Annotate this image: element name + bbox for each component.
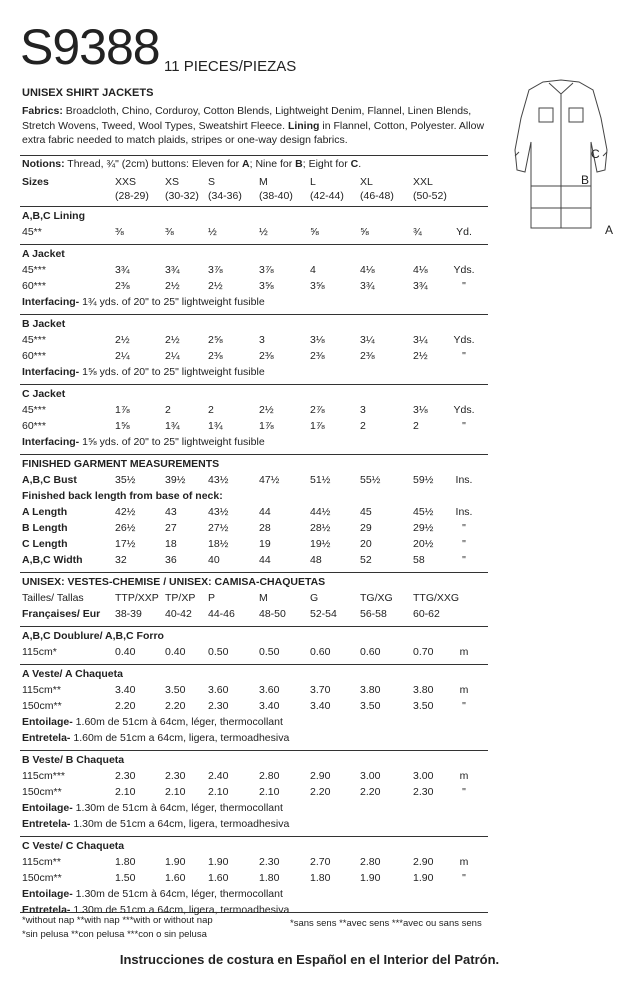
tailles-label: Tailles/ Tallas	[22, 592, 84, 604]
row-label: 150cm**	[22, 786, 62, 798]
cell-value: 4	[310, 264, 316, 276]
cell-value: ⅝	[310, 226, 319, 238]
row-label: 45***	[22, 404, 46, 416]
cell-value: 1.90	[413, 872, 434, 884]
lining-label: Lining	[287, 119, 320, 132]
cell-value: 17½	[115, 538, 136, 550]
interfacing-note-label: Interfacing-	[22, 296, 80, 308]
size-name: S	[208, 176, 216, 188]
cell-value: 4⅛	[360, 264, 375, 276]
unit-label: "	[462, 554, 466, 566]
divider	[20, 244, 488, 245]
cell-value: 3.00	[413, 770, 434, 782]
cell-value: 1.90	[208, 856, 229, 868]
cell-value: 43½	[208, 474, 229, 486]
cell-value: 3.60	[259, 684, 280, 696]
row-label: 115cm***	[22, 770, 65, 782]
taille-name: P	[208, 592, 216, 604]
cell-value: 3¾	[360, 280, 375, 292]
cell-value: 3.80	[413, 684, 434, 696]
cell-value: 1¾	[208, 420, 223, 432]
taille-name: TTG/XXG	[413, 592, 460, 604]
footnote-french: *sans sens **avec sens ***avec ou sans sens	[290, 918, 482, 929]
cell-value: 59½	[413, 474, 434, 486]
divider	[20, 384, 488, 385]
size-name: XL	[360, 176, 373, 188]
cell-value: 3¼	[360, 334, 375, 346]
section-title: A,B,C Lining	[22, 210, 85, 222]
interfacing-note	[22, 296, 265, 309]
interfacing-note-label: Entretela-	[22, 818, 71, 830]
cell-value: 3¼	[413, 334, 428, 346]
divider	[20, 626, 488, 627]
cell-value: 2¼	[165, 350, 180, 362]
interfacing-note-text: 1⅝ yds. of 20" to 25" lightweight fusible	[79, 436, 265, 448]
unit-label: Ins.	[455, 474, 473, 486]
french-size: 56-58	[360, 608, 387, 620]
cell-value: ⅜	[165, 226, 174, 238]
cell-value: 2⅜	[360, 350, 375, 362]
cell-value: 2.30	[259, 856, 280, 868]
row-label: 115cm**	[22, 856, 61, 868]
cell-value: 44	[259, 554, 271, 566]
divider	[20, 836, 488, 837]
notions-text-3: ; Eight for	[302, 158, 351, 170]
divider	[20, 912, 488, 913]
french-size: 52-54	[310, 608, 337, 620]
row-label: A Length	[22, 506, 68, 518]
notions-label: Notions:	[22, 158, 65, 170]
cell-value: 1¾	[165, 420, 180, 432]
row-label: 45***	[22, 264, 46, 276]
cell-value: 2.30	[208, 700, 229, 712]
interfacing-note	[22, 888, 283, 901]
cell-value: 2½	[208, 280, 223, 292]
size-range: (38-40)	[259, 190, 293, 202]
unit-label: Yds.	[453, 264, 475, 276]
unit-label: "	[462, 786, 466, 798]
row-label: 60***	[22, 350, 46, 362]
fabrics-text: Broadcloth, Chino, Corduroy, Cotton Blends, Lightweight Denim, Flannel, Linen Blends, Stretch Wovens, Tweed, Wool Types, Sweatshirt Fleece.	[22, 105, 472, 132]
section-title: C Veste/ C Chaqueta	[22, 840, 125, 852]
unit-label: "	[462, 522, 466, 534]
interfacing-note-label: Entretela-	[22, 732, 71, 744]
cell-value: 1⅝	[115, 420, 130, 432]
cell-value: 2.10	[115, 786, 136, 798]
interfacing-note-text: 1.30m de 51cm a 64cm, ligera, termoadhesiva	[70, 818, 290, 830]
cell-value: 2.10	[208, 786, 229, 798]
cell-value: 1.90	[165, 856, 186, 868]
row-label: 150cm**	[22, 872, 62, 884]
cell-value: 36	[165, 554, 177, 566]
cell-value: 2⅝	[208, 334, 223, 346]
pieces-count: 11 PIECES/PIEZAS	[164, 58, 297, 75]
interfacing-note	[22, 366, 265, 379]
size-range: (42-44)	[310, 190, 344, 202]
finished-title: FINISHED GARMENT MEASUREMENTS	[22, 458, 220, 470]
cell-value: 0.50	[259, 646, 280, 658]
cell-value: 0.60	[360, 646, 381, 658]
cell-value: 44½	[310, 506, 331, 518]
cell-value: 0.70	[413, 646, 434, 658]
cell-value: 2.40	[208, 770, 229, 782]
cell-value: 18½	[208, 538, 229, 550]
cell-value: 43½	[208, 506, 229, 518]
interfacing-note-text: 1⅝ yds. of 20" to 25" lightweight fusible	[79, 366, 265, 378]
french-size: 38-39	[115, 608, 142, 620]
interfacing-note-text: 1.30m de 51cm à 64cm, léger, thermocollant	[72, 888, 283, 900]
cell-value: 0.40	[115, 646, 136, 658]
unit-label: "	[462, 872, 466, 884]
divider	[20, 314, 488, 315]
cell-value: ⅝	[360, 226, 369, 238]
cell-value: 42½	[115, 506, 136, 518]
cell-value: 3.50	[413, 700, 434, 712]
cell-value: 29½	[413, 522, 434, 534]
cell-value: 3⅛	[413, 404, 428, 416]
cell-value: 1.80	[115, 856, 136, 868]
interfacing-note-text: 1¾ yds. of 20" to 25" lightweight fusible	[79, 296, 265, 308]
size-range: (34-36)	[208, 190, 242, 202]
cell-value: 2	[208, 404, 214, 416]
section-title: B Veste/ B Chaqueta	[22, 754, 125, 766]
cell-value: 4⅛	[413, 264, 428, 276]
footnote-english: *without nap **with nap ***with or without nap	[22, 915, 213, 926]
cell-value: 1.60	[208, 872, 229, 884]
row-label: A,B,C Width	[22, 554, 83, 566]
taille-name: M	[259, 592, 268, 604]
notions-text: Thread, ¾" (2cm) buttons: Eleven for	[64, 158, 243, 170]
cell-value: 2⅜	[115, 280, 130, 292]
unit-label: "	[462, 280, 466, 292]
cell-value: 52	[360, 554, 372, 566]
cell-value: 19½	[310, 538, 331, 550]
size-range: (30-32)	[165, 190, 199, 202]
cell-value: 2½	[115, 334, 130, 346]
notions-c: C	[350, 158, 359, 170]
unit-label: "	[462, 420, 466, 432]
taille-name: TP/XP	[165, 592, 196, 604]
cell-value: 3.40	[259, 700, 280, 712]
cell-value: 40	[208, 554, 220, 566]
interfacing-note-text: 1.60m de 51cm à 64cm, léger, thermocollant	[72, 716, 283, 728]
unit-label: Ins.	[455, 506, 473, 518]
divider	[20, 572, 488, 573]
view-label-a: A	[605, 223, 613, 237]
unit-label: m	[459, 856, 469, 868]
interfacing-note-text: 1.30m de 51cm a 64cm, ligera, termoadhesiva	[70, 904, 290, 916]
cell-value: 2.30	[115, 770, 136, 782]
interfacing-note	[22, 716, 283, 729]
cell-value: 3¾	[165, 264, 180, 276]
view-label-b: B	[581, 173, 590, 187]
cell-value: 3	[360, 404, 366, 416]
interfacing-note-label: Interfacing-	[22, 366, 80, 378]
divider	[20, 155, 488, 156]
cell-value: 3¾	[413, 280, 428, 292]
cell-value: ⅜	[115, 226, 124, 238]
cell-value: 3⅝	[310, 280, 325, 292]
cell-value: 19	[259, 538, 271, 550]
divider	[20, 454, 488, 455]
instructions-banner: Instrucciones de costura en Español en el Interior del Patrón.	[119, 952, 500, 967]
section-title: A Jacket	[22, 248, 65, 260]
interfacing-note	[22, 732, 289, 745]
footnote-spanish: *sin pelusa **con pelusa ***con o sin pelusa	[22, 929, 207, 940]
cell-value: 3	[259, 334, 265, 346]
cell-value: 3.70	[310, 684, 331, 696]
interfacing-note-text: 1.30m de 51cm à 64cm, léger, thermocollant	[72, 802, 283, 814]
size-range: (28-29)	[115, 190, 149, 202]
cell-value: 2	[413, 420, 419, 432]
cell-value: 48	[310, 554, 322, 566]
cell-value: 27	[165, 522, 177, 534]
cell-value: 1.90	[360, 872, 381, 884]
size-name: M	[259, 176, 268, 188]
sizes-label: Sizes	[22, 176, 49, 188]
cell-value: 28	[259, 522, 271, 534]
cell-value: 3¾	[115, 264, 130, 276]
cell-value: 1.80	[310, 872, 331, 884]
size-range: (50-52)	[413, 190, 447, 202]
row-label: B Length	[22, 522, 68, 534]
cell-value: 2½	[165, 280, 180, 292]
cell-value: 3.80	[360, 684, 381, 696]
cell-value: 2⅜	[208, 350, 223, 362]
cell-value: 47½	[259, 474, 280, 486]
cell-value: 0.60	[310, 646, 331, 658]
notions-text-2: ; Nine for	[249, 158, 296, 170]
cell-value: 2.10	[259, 786, 280, 798]
cell-value: 3.60	[208, 684, 229, 696]
row-label: 45**	[22, 226, 42, 238]
cell-value: 55½	[360, 474, 381, 486]
garment-illustration	[505, 78, 613, 238]
unit-label: m	[459, 684, 469, 696]
cell-value: 2⅜	[310, 350, 325, 362]
taille-name: TG/XG	[360, 592, 393, 604]
cell-value: 39½	[165, 474, 186, 486]
interfacing-note-label: Entretela-	[22, 904, 71, 916]
cell-value: ¾	[413, 226, 422, 238]
cell-value: 45	[360, 506, 372, 518]
cell-value: 2.80	[259, 770, 280, 782]
cell-value: 2¼	[115, 350, 130, 362]
section-title: A Veste/ A Chaqueta	[22, 668, 123, 680]
cell-value: 2.90	[310, 770, 331, 782]
view-label-c: C	[591, 147, 600, 161]
taille-name: G	[310, 592, 319, 604]
lining-text: in Flannel, Cotton, Polyester. Allow extra fabric needed to match plaids, stripes or one-way design fabrics.	[22, 119, 485, 146]
cell-value: 1⅞	[310, 420, 325, 432]
cell-value: 43	[165, 506, 177, 518]
interfacing-note	[22, 818, 289, 831]
notions-a: A	[242, 158, 250, 170]
cell-value: 1.50	[115, 872, 136, 884]
interfacing-note-text: 1.60m de 51cm a 64cm, ligera, termoadhesiva	[70, 732, 290, 744]
interfacing-note-label: Entoilage-	[22, 716, 73, 728]
french-sizes-label: Françaises/ Eur	[22, 608, 101, 620]
cell-value: 2½	[413, 350, 428, 362]
unit-label: "	[462, 538, 466, 550]
row-label: 60***	[22, 280, 46, 292]
section-title: B Jacket	[22, 318, 66, 330]
cell-value: 44	[259, 506, 271, 518]
notions-text-4: .	[358, 158, 362, 170]
cell-value: 20½	[413, 538, 434, 550]
cell-value: 2	[360, 420, 366, 432]
cell-value: 51½	[310, 474, 331, 486]
cell-value: 1⅞	[115, 404, 130, 416]
interfacing-note-label: Entoilage-	[22, 888, 73, 900]
cell-value: 58	[413, 554, 425, 566]
cell-value: 0.40	[165, 646, 186, 658]
cell-value: 2.10	[165, 786, 186, 798]
row-label: 150cm**	[22, 700, 62, 712]
cell-value: 2.30	[165, 770, 186, 782]
cell-value: 2	[165, 404, 171, 416]
cell-value: 3⅞	[208, 264, 223, 276]
cell-value: 2½	[165, 334, 180, 346]
unit-label: m	[459, 770, 469, 782]
notions-paragraph	[22, 157, 492, 172]
french-size: 40-42	[165, 608, 192, 620]
row-label: 45***	[22, 334, 46, 346]
cell-value: 2.20	[115, 700, 136, 712]
french-size: 44-46	[208, 608, 235, 620]
interfacing-note-label: Interfacing-	[22, 436, 80, 448]
cell-value: 1.60	[165, 872, 186, 884]
cell-value: 2.20	[360, 786, 381, 798]
garment-subtitle: UNISEX SHIRT JACKETS	[22, 87, 154, 99]
pattern-number: S9388	[20, 19, 160, 75]
french-size: 60-62	[413, 608, 440, 620]
cell-value: 2.80	[360, 856, 381, 868]
interfacing-note	[22, 436, 265, 449]
divider	[20, 750, 488, 751]
unit-label: "	[462, 700, 466, 712]
unit-label: Yds.	[453, 404, 475, 416]
cell-value: 27½	[208, 522, 229, 534]
cell-value: 45½	[413, 506, 434, 518]
cell-value: 3.00	[360, 770, 381, 782]
cell-value: 0.50	[208, 646, 229, 658]
size-name: L	[310, 176, 316, 188]
cell-value: 2.70	[310, 856, 331, 868]
cell-value: 3.40	[310, 700, 331, 712]
cell-value: 3.40	[115, 684, 136, 696]
row-label: 60***	[22, 420, 46, 432]
row-label: A,B,C Bust	[22, 474, 77, 486]
size-range: (46-48)	[360, 190, 394, 202]
cell-value: 28½	[310, 522, 331, 534]
french-size: 48-50	[259, 608, 286, 620]
cell-value: 2½	[259, 404, 274, 416]
divider	[20, 206, 488, 207]
size-name: XXL	[413, 176, 433, 188]
unit-label: Yd.	[456, 226, 472, 238]
interfacing-note-label: Entoilage-	[22, 802, 73, 814]
cell-value: 2.20	[165, 700, 186, 712]
taille-name: TTP/XXP	[115, 592, 159, 604]
unit-label: "	[462, 350, 466, 362]
cell-value: 20	[360, 538, 372, 550]
cell-value: 1.80	[259, 872, 280, 884]
cell-value: 35½	[115, 474, 136, 486]
cell-value: 2⅜	[259, 350, 274, 362]
row-label: 115cm**	[22, 684, 61, 696]
unit-label: Yds.	[453, 334, 475, 346]
cell-value: 3⅛	[310, 334, 325, 346]
cell-value: 18	[165, 538, 177, 550]
cell-value: ½	[259, 226, 268, 238]
cell-value: 3⅝	[259, 280, 274, 292]
unit-label: m	[459, 646, 469, 658]
notions-b: B	[295, 158, 303, 170]
row-label: 115cm*	[22, 646, 57, 658]
size-name: XXS	[115, 176, 137, 188]
divider	[20, 664, 488, 665]
row-label: C Length	[22, 538, 68, 550]
cell-value: 1⅞	[259, 420, 274, 432]
cell-value: 3⅞	[259, 264, 274, 276]
cell-value: 3.50	[165, 684, 186, 696]
fabrics-label: Fabrics:	[22, 105, 63, 117]
cell-value: 2⅞	[310, 404, 325, 416]
cell-value: 2.90	[413, 856, 434, 868]
cell-value: 3.50	[360, 700, 381, 712]
section-title: C Jacket	[22, 388, 66, 400]
cell-value: ½	[208, 226, 217, 238]
cell-value: 26½	[115, 522, 136, 534]
cell-value: 29	[360, 522, 372, 534]
fabrics-paragraph	[22, 104, 492, 148]
back-length-label: Finished back length from base of neck:	[22, 490, 223, 502]
size-name: XS	[165, 176, 180, 188]
cell-value: 2.20	[310, 786, 331, 798]
section-title: A,B,C Doublure/ A,B,C Forro	[22, 630, 164, 642]
cell-value: 2.30	[413, 786, 434, 798]
interfacing-note	[22, 802, 283, 815]
cell-value: 32	[115, 554, 127, 566]
metric-title: UNISEX: VESTES-CHEMISE / UNISEX: CAMISA-CHAQUETAS	[22, 576, 326, 588]
